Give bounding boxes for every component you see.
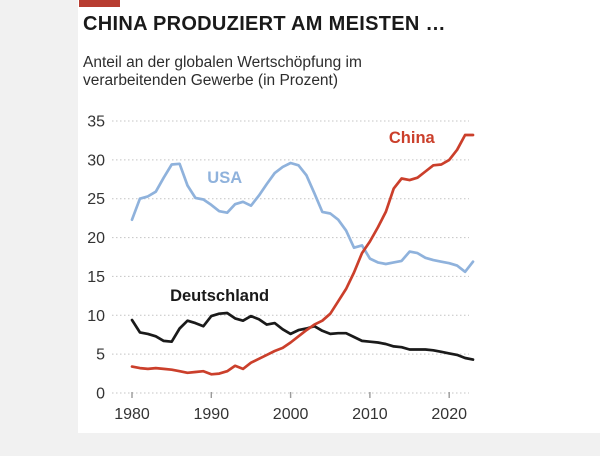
y-axis-labels <box>87 114 105 403</box>
y-tick-label: 10 <box>87 307 105 325</box>
series-label-china: China <box>388 128 435 147</box>
x-tick-label: 2020 <box>431 406 467 423</box>
x-tick-label: 1980 <box>114 406 150 423</box>
y-tick-label: 30 <box>87 152 105 170</box>
y-tick-label: 5 <box>96 346 105 364</box>
x-tick-label: 2000 <box>272 406 309 423</box>
series-label-usa: USA <box>207 169 243 188</box>
y-tick-label: 20 <box>87 230 105 248</box>
series-line-usa <box>132 163 473 272</box>
series-label-deutschland: Deutschland <box>170 286 270 305</box>
chart-title: CHINA PRODUZIERT AM MEISTEN … <box>83 13 446 35</box>
series-line-deutschland <box>132 313 473 360</box>
x-tick-label: 1990 <box>193 406 230 423</box>
x-tick-label: 2010 <box>352 406 388 423</box>
y-tick-label: 15 <box>87 268 105 286</box>
x-axis <box>114 392 467 423</box>
chart-subtitle: Anteil an der globalen Wertschöpfung im verarbeitenden Gewerbe (in Prozent) <box>83 54 362 89</box>
y-tick-label: 25 <box>87 191 105 209</box>
y-tick-label: 0 <box>96 385 105 403</box>
y-tick-label: 35 <box>87 113 105 131</box>
